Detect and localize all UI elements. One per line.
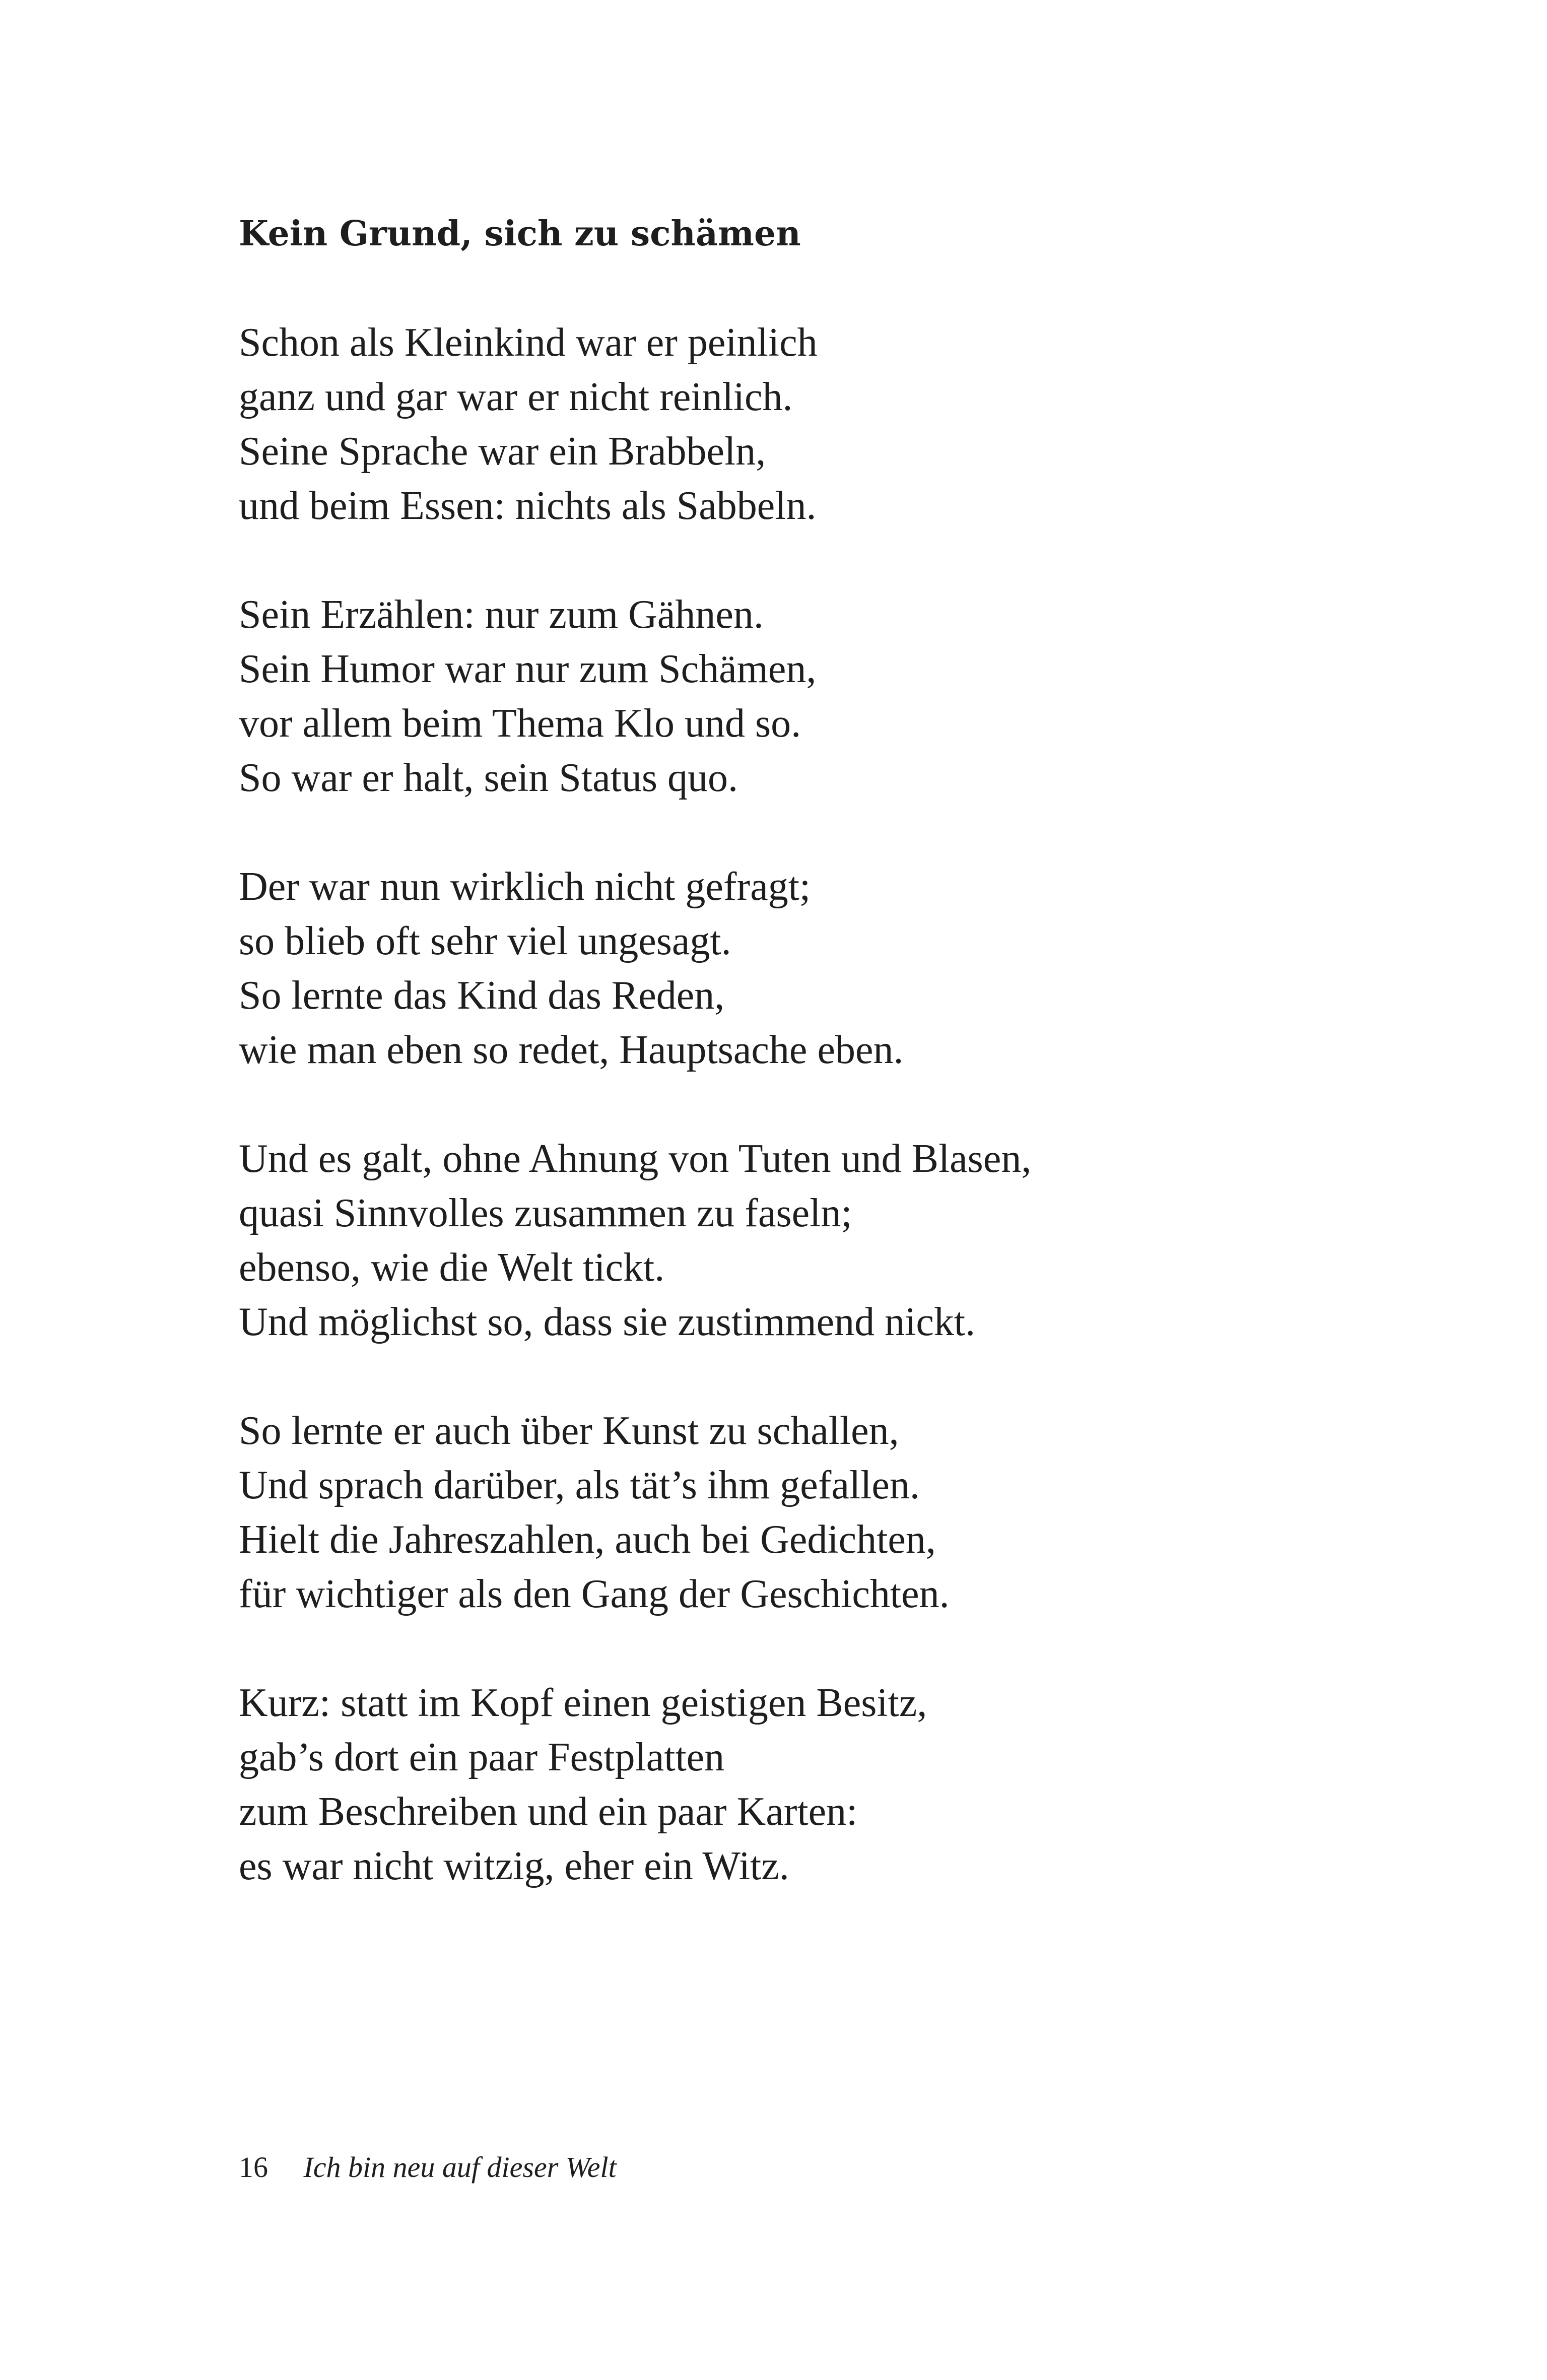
poem-line: So war er halt, sein Status quo. <box>239 756 738 800</box>
poem-line: für wichtiger als den Gang der Geschichten. <box>239 1572 950 1616</box>
poem-line: So lernte das Kind das Reden, <box>239 973 725 1018</box>
poem-line: und beim Essen: nichts als Sabbeln. <box>239 484 817 528</box>
poem-title: Kein Grund, sich zu schämen <box>239 214 801 254</box>
stanza <box>239 1404 1397 1621</box>
poem-line: Und möglichst so, dass sie zustimmend nickt. <box>239 1300 976 1344</box>
poem-line: Sein Humor war nur zum Schämen, <box>239 647 817 691</box>
running-title: Ich bin neu auf dieser Welt <box>303 2151 617 2184</box>
stanza <box>239 587 1397 805</box>
poem-line: Sein Erzählen: nur zum Gähnen. <box>239 592 764 637</box>
poem-line: wie man eben so redet, Hauptsache eben. <box>239 1028 904 1072</box>
poem-line: Kurz: statt im Kopf einen geistigen Besitz, <box>239 1681 927 1725</box>
poem-line: vor allem beim Thema Klo und so. <box>239 701 801 746</box>
page-number: 16 <box>239 2151 268 2184</box>
poem-line: Seine Sprache war ein Brabbeln, <box>239 429 766 474</box>
poem-line: Der war nun wirklich nicht gefragt; <box>239 865 811 909</box>
poem-line: ganz und gar war er nicht reinlich. <box>239 375 793 419</box>
poem-line: So lernte er auch über Kunst zu schallen, <box>239 1409 899 1453</box>
poem-line: so blieb oft sehr viel ungesagt. <box>239 919 731 963</box>
stanza <box>239 1132 1397 1349</box>
poem-line: quasi Sinnvolles zusammen zu faseln; <box>239 1191 852 1235</box>
poem-line: ebenso, wie die Welt tickt. <box>239 1245 665 1290</box>
poem-line: Schon als Kleinkind war er peinlich <box>239 320 818 365</box>
poem-line: zum Beschreiben und ein paar Karten: <box>239 1790 858 1834</box>
poem-line: Und sprach darüber, als tät’s ihm gefallen. <box>239 1463 920 1507</box>
page-footer <box>239 2147 617 2188</box>
poem-line: gab’s dort ein paar Festplatten <box>239 1735 725 1779</box>
poem-line: es war nicht witzig, eher ein Witz. <box>239 1844 789 1888</box>
stanza <box>239 1676 1397 1893</box>
stanza <box>239 860 1397 1077</box>
poem-line: Hielt die Jahreszahlen, auch bei Gedichten, <box>239 1517 936 1562</box>
stanza <box>239 315 1397 533</box>
poem-line: Und es galt, ohne Ahnung von Tuten und Blasen, <box>239 1137 1032 1181</box>
poem <box>239 207 1397 1893</box>
